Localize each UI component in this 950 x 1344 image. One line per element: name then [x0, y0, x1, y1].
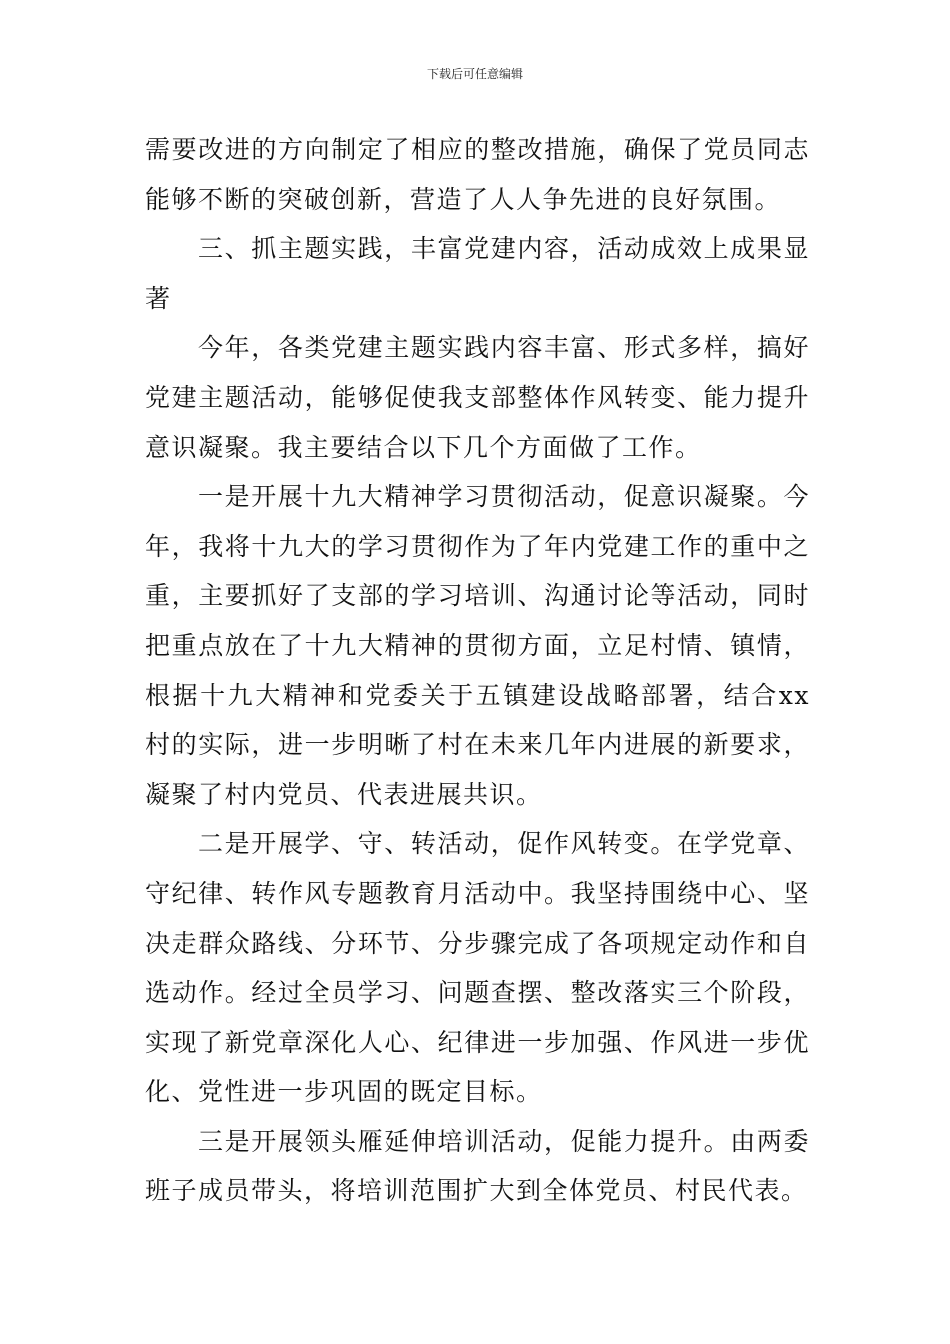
section-heading-3: 三、抓主题实践，丰富党建内容，活动成效上成果显著	[145, 234, 810, 313]
page-header: 下载后可任意编辑	[426, 67, 523, 81]
paragraph-2: 今年，各类党建主题实践内容丰富、形式多样，搞好党建主题活动，能够促使我支部整体作风转变、能力提升意识凝聚。我主要结合以下几个方面做了工作。	[145, 333, 810, 462]
paragraph-1: 需要改进的方向制定了相应的整改措施，确保了党员同志能够不断的突破创新，营造了人人争先进的良好氛围。	[145, 135, 810, 214]
paragraph-4: 二是开展学、守、转活动，促作风转变。在学党章、守纪律、转作风专题教育月活动中。我坚持围绕中心、坚决走群众路线、分环节、分步骤完成了各项规定动作和自选动作。经过全员学习、问题查摆、整改落实三个阶段，实现了新党章深化人心、纪律进一步加强、作风进一步优化、党性进一步巩固的既定目标。	[145, 829, 810, 1107]
paragraph-5: 三是开展领头雁延伸培训活动，促能力提升。由两委班子成员带头，将培训范围扩大到全体党员、村民代表。	[145, 1126, 810, 1206]
document-body	[145, 125, 810, 1216]
paragraph-3: 一是开展十九大精神学习贯彻活动，促意识凝聚。今年，我将十九大的学习贯彻作为了年内党建工作的重中之重，主要抓好了支部的学习培训、沟通讨论等活动，同时把重点放在了十九大精神的贯彻方面，立足村情、镇情，根据十九大精神和党委关于五镇建设战略部署，结合xx村的实际，进一步明晰了村在未来几年内进展的新要求，凝聚了村内党员、代表进展共识。	[145, 482, 810, 809]
